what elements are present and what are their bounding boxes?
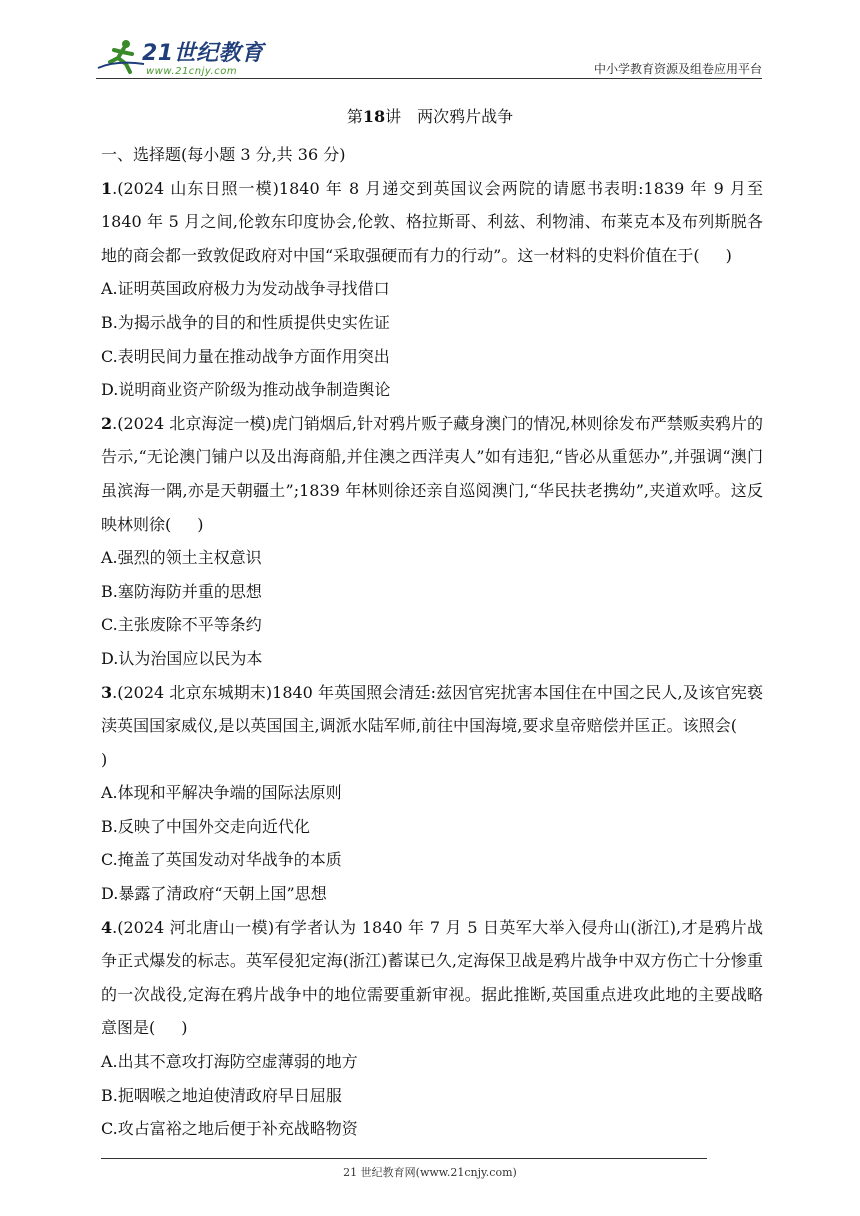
- option: C.攻占富裕之地后便于补充战略物资: [101, 1119, 358, 1139]
- logo: [96, 34, 276, 80]
- title-lecture-number: 18: [362, 107, 386, 126]
- question-stem: [101, 676, 763, 777]
- option: A.体现和平解决争端的国际法原则: [101, 783, 342, 803]
- logo-site: www.21cnjy.com: [146, 66, 238, 77]
- page-header: [96, 30, 762, 80]
- question-text: .(2024 山东日照一模)1840 年 8 月递交到英国议会两院的请愿书表明:1839 年 9 月至 1840 年 5 月之间,伦敦东印度协会,伦敦、格拉斯哥、利兹、利物浦、布莱克本及布列斯脱各地的商会都一致敦促政府对中国“采取强硬而有力的行动”。这一材料的史料价值在于(: [101, 178, 763, 265]
- answer-bracket-close: ): [101, 749, 108, 769]
- question-text: .(2024 河北唐山一模)有学者认为 1840 年 7 月 5 日英军大举入侵舟山(浙江),才是鸦片战争正式爆发的标志。英军侵犯定海(浙江)蓄谋已久,定海保卫战是鸦片战争中双方伤亡十分惨重的一次战役,定海在鸦片战争中的地位需要重新审视。据此推断,英国重点进攻此地的主要战略意图是(: [101, 917, 763, 1038]
- question-1: [101, 172, 763, 407]
- question-text: .(2024 北京东城期末)1840 年英国照会清廷:兹因官宪扰害本国住在中国之民人,及该官宪亵渎英国国家威仪,是以英国国主,调派水陆军师,前往中国海境,要求皇帝赔偿并匡正。该照会(: [101, 682, 763, 736]
- question-number: 1: [101, 178, 113, 198]
- question-2: [101, 407, 763, 676]
- answer-bracket-close: ): [181, 1018, 188, 1038]
- option: B.反映了中国外交走向近代化: [101, 816, 310, 836]
- question-4: [101, 911, 763, 1146]
- page-title: [0, 104, 860, 127]
- question-stem: [101, 911, 763, 1045]
- option: D.认为治国应以民为本: [101, 648, 263, 668]
- section-heading: 一、选择题(每小题 3 分,共 36 分): [101, 145, 346, 164]
- question-number: 2: [101, 413, 113, 433]
- title-prefix: 第: [346, 107, 363, 126]
- title-suffix: 讲 两次鸦片战争: [385, 107, 514, 126]
- option: B.扼咽喉之地迫使清政府早日屈服: [101, 1085, 342, 1105]
- answer-bracket-close: ): [197, 514, 204, 534]
- runner-logo-icon: [96, 38, 146, 74]
- option: C.掩盖了英国发动对华战争的本质: [101, 850, 342, 870]
- header-divider: [96, 78, 762, 79]
- option: A.出其不意攻打海防空虚薄弱的地方: [101, 1052, 358, 1072]
- question-text: .(2024 北京海淀一模)虎门销烟后,针对鸦片贩子藏身澳门的情况,林则徐发布严禁贩卖鸦片的告示,“无论澳门铺户以及出海商船,并住澳之西洋夷人”如有违犯,“皆必从重惩办”,并强调“澳门虽滨海一隅,亦是天朝疆土”;1839 年林则徐还亲自巡阅澳门,“华民扶老携幼”,夹道欢呼。这反映林则徐(: [101, 413, 763, 534]
- logo-wordmark: 21世纪教育: [142, 41, 264, 66]
- option: A.证明英国政府极力为发动战争寻找借口: [101, 279, 390, 299]
- option: B.为揭示战争的目的和性质提供史实佐证: [101, 312, 390, 332]
- option: B.塞防海防并重的思想: [101, 581, 262, 601]
- question-number: 3: [101, 682, 113, 702]
- platform-tagline: 中小学教育资源及组卷应用平台: [593, 62, 762, 76]
- question-3: [101, 676, 763, 911]
- footer-divider: [101, 1158, 707, 1159]
- option: A.强烈的领土主权意识: [101, 548, 262, 568]
- option: D.暴露了清政府“天朝上国”思想: [101, 884, 327, 904]
- document-body: [101, 138, 763, 1146]
- question-stem: [101, 407, 763, 541]
- answer-bracket-close: ): [725, 245, 732, 265]
- option: C.表明民间力量在推动战争方面作用突出: [101, 346, 390, 366]
- page-footer: 21 世纪教育网(www.21cnjy.com): [343, 1166, 517, 1179]
- question-stem: [101, 172, 763, 273]
- option: D.说明商业资产阶级为推动战争制造舆论: [101, 380, 391, 400]
- question-number: 4: [101, 917, 113, 937]
- option: C.主张废除不平等条约: [101, 615, 262, 635]
